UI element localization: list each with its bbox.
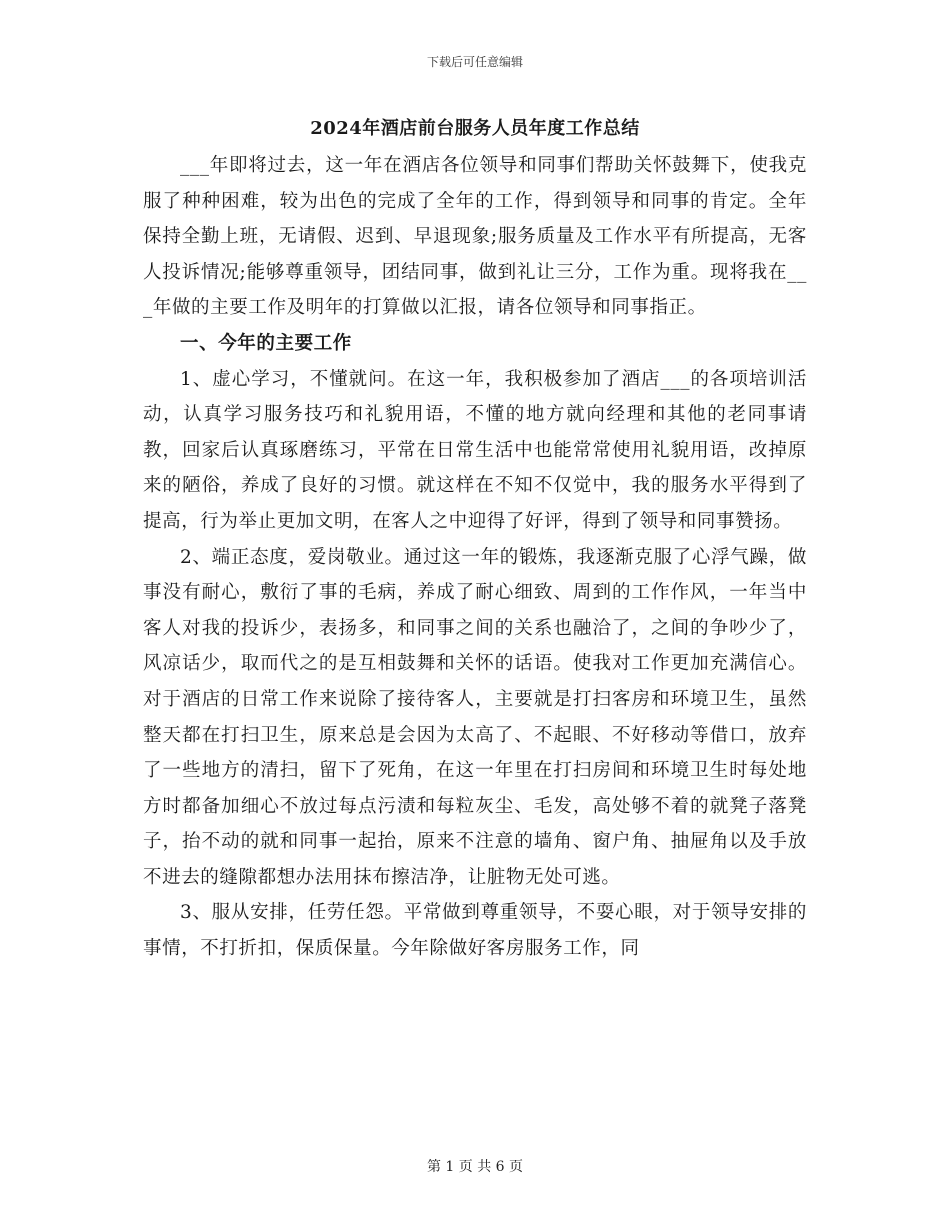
section-paragraph-1: 1、虚心学习，不懂就问。在这一年，我积极参加了酒店___的各项培训活动，认真学习服务技巧和礼貌用语，不懂的地方就向经理和其他的老同事请教，回家后认真琢磨练习，平常在日常生活中也能常常使用礼貌用语，改掉原来的陋俗，养成了良好的习惯。就这样在不知不仅觉中，我的服务水平得到了提高，行为举止更加文明，在客人之中迎得了好评，得到了领导和同事赞扬。 — [143, 368, 807, 532]
page-footer: 第 1 页 共 6 页 — [426, 1159, 524, 1175]
section-paragraph-2: 2、端正态度，爱岗敬业。通过这一年的锻炼，我逐渐克服了心浮气躁，做事没有耐心，敷衍了事的毛病，养成了耐心细致、周到的工作作风，一年当中客人对我的投诉少，表扬多，和同事之间的关系也融洽了，之间的争吵少了，风凉话少，取而代之的是互相鼓舞和关怀的话语。使我对工作更加充满信心。对于酒店的日常工作来说除了接待客人，主要就是打扫客房和环境卫生，虽然整天都在打扫卫生，原来总是会因为太高了、不起眼、不好移动等借口，放弃了一些地方的清扫，留下了死角，在这一年里在打扫房间和环境卫生时每处地方时都备加细心不放过每点污渍和每粒灰尘、毛发，高处够不着的就凳子落凳子，抬不动的就和同事一起抬，原来不注意的墙角、窗户角、抽屉角以及手放不进去的缝隙都想办法用抹布擦洁净，让脏物无处可逃。 — [143, 546, 807, 888]
header-note: 下载后可任意编辑 — [426, 55, 523, 69]
intro-paragraph: ___年即将过去，这一年在酒店各位领导和同事们帮助关怀鼓舞下，使我克服了种种困难，较为出色的完成了全年的工作，得到领导和同事的肯定。全年保持全勤上班，无请假、迟到、早退现象;服务质量及工作水平有所提高，无客人投诉情况;能够尊重领导，团结同事，做到礼让三分，工作为重。现将我在___年做的主要工作及明年的打算做以汇报，请各位领导和同事指正。 — [143, 155, 807, 319]
section-paragraph-3: 3、服从安排，任劳任怨。平常做到尊重领导，不耍心眼，对于领导安排的事情，不打折扣，保质保量。今年除做好客房服务工作，同 — [143, 902, 807, 960]
document-body — [143, 148, 807, 967]
document-title: 2024年酒店前台服务人员年度工作总结 — [310, 118, 640, 139]
section-heading: 一、今年的主要工作 — [180, 332, 352, 354]
